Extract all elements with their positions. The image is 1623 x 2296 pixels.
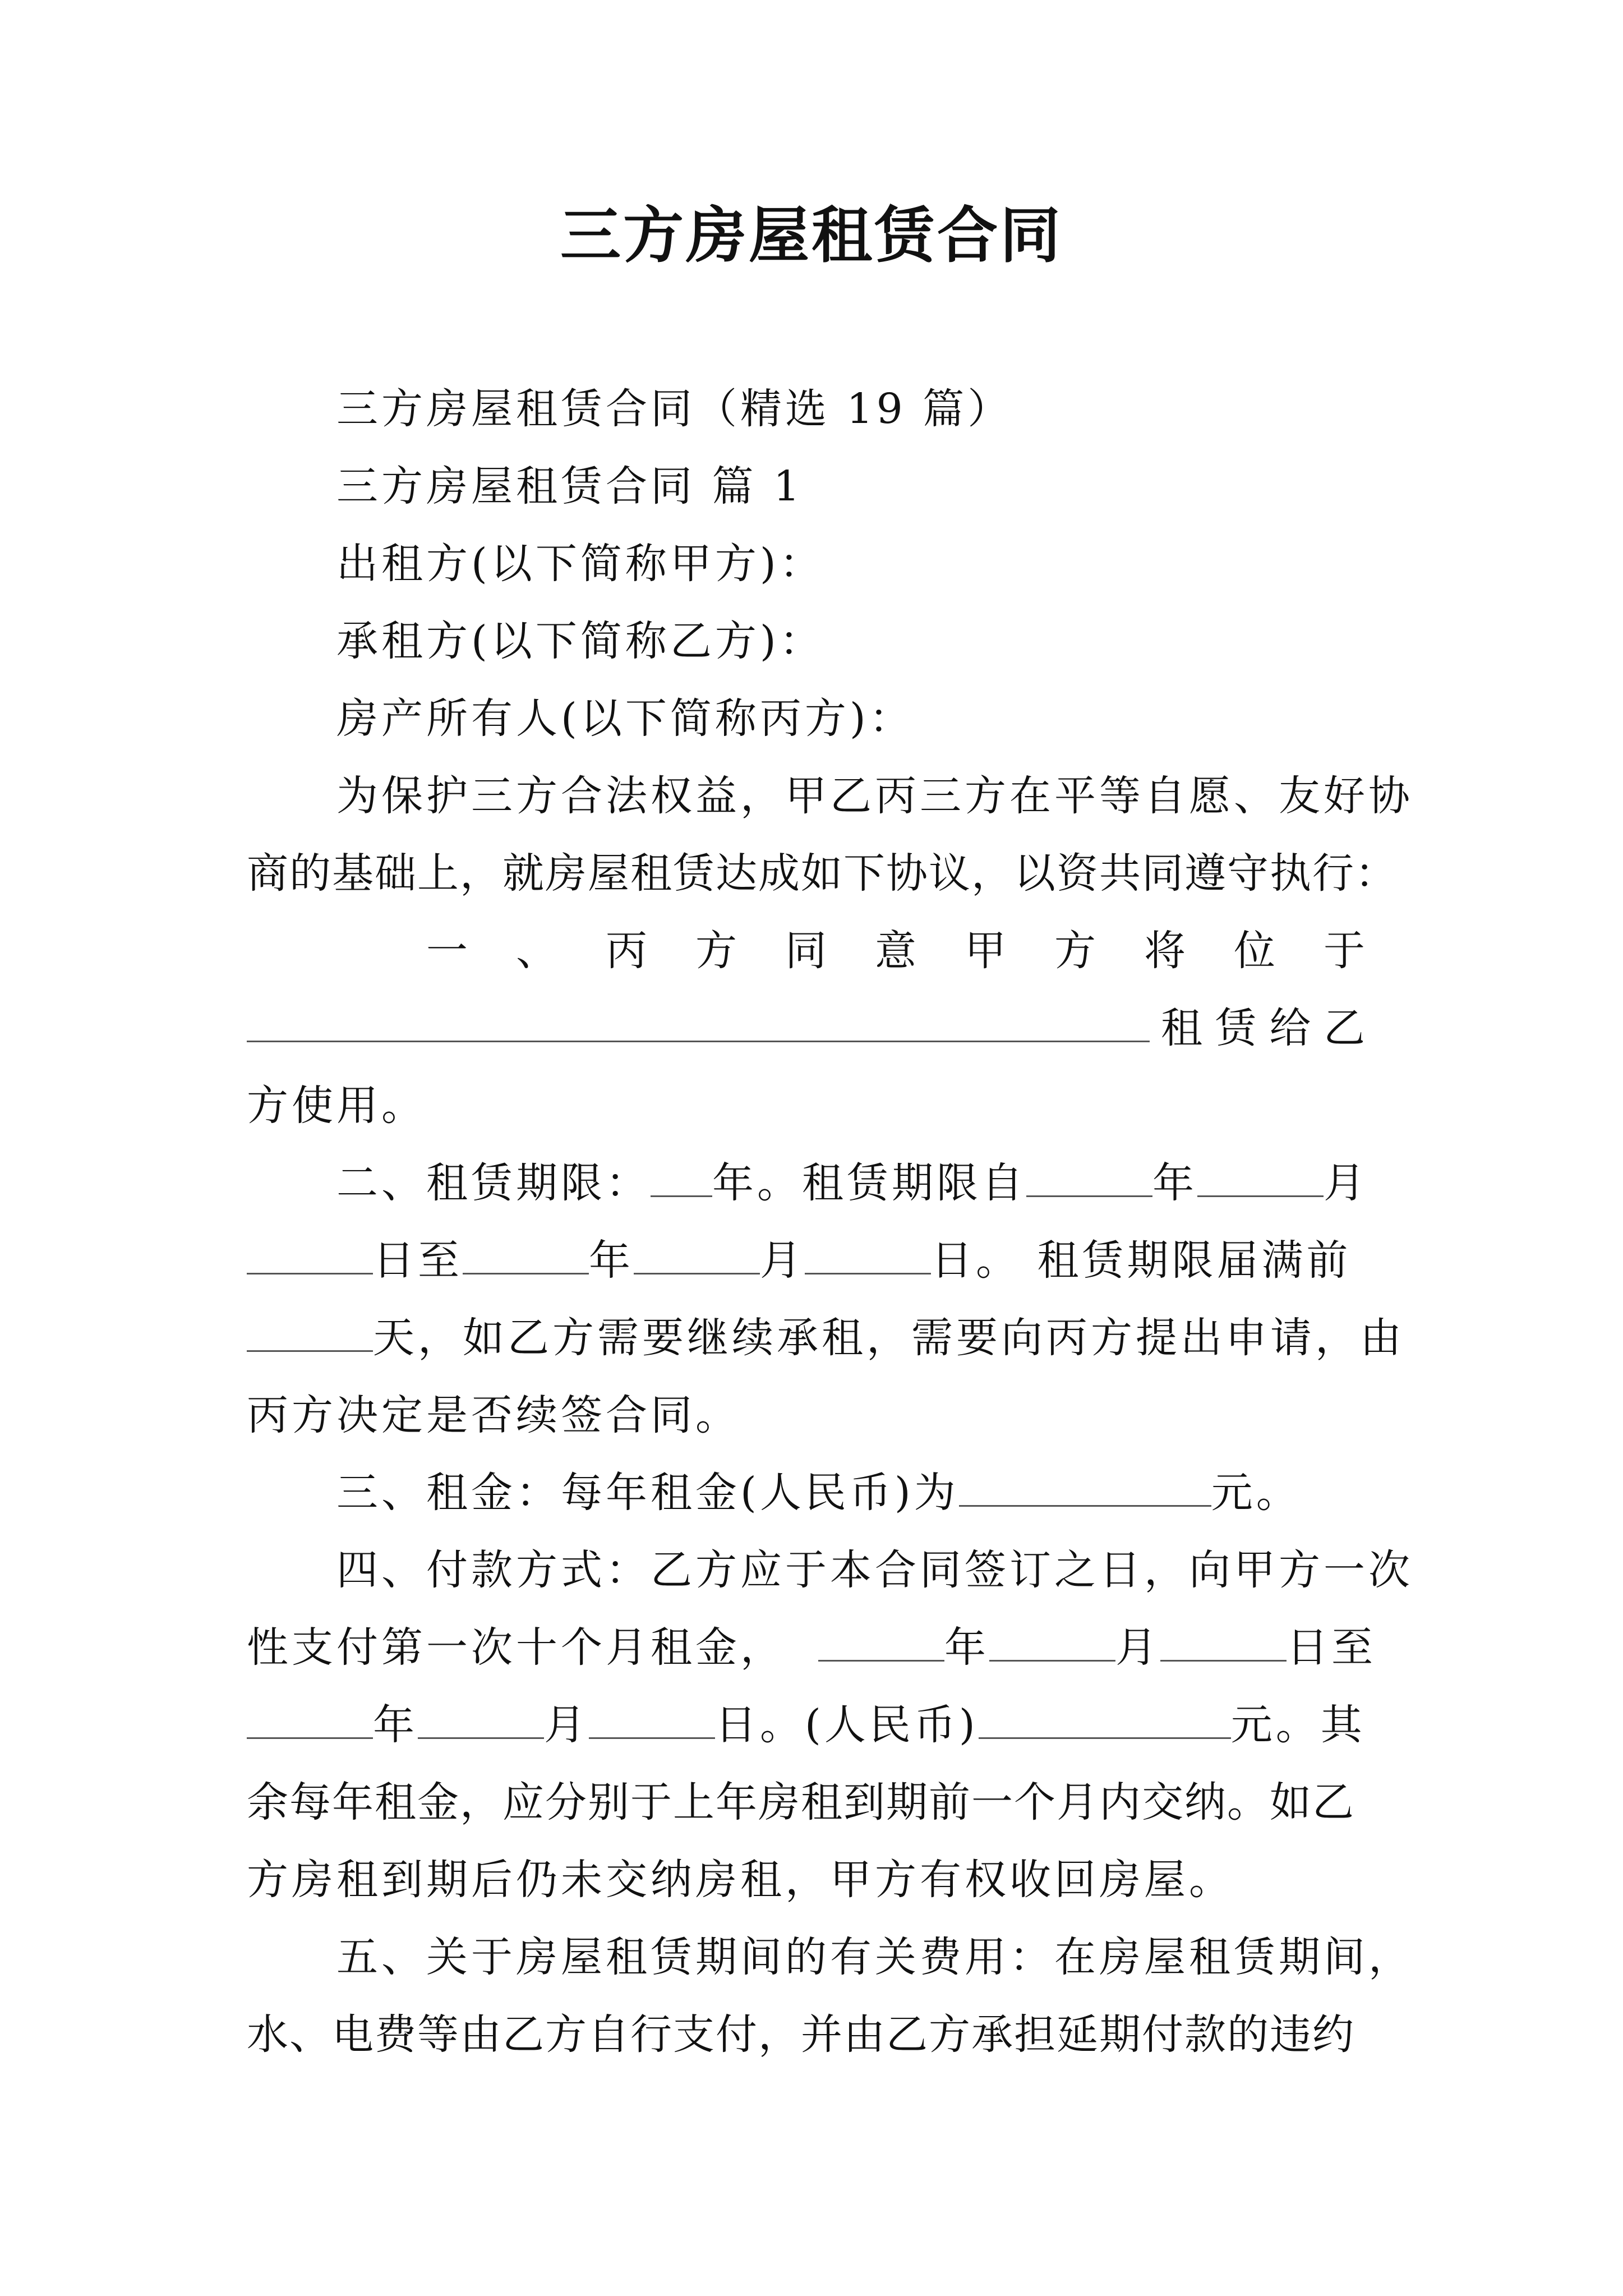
text-run: 日。 租赁期限届满前 (931, 1236, 1352, 1285)
paragraph-line: 为保护三方合法权益，甲乙丙三方在平等自愿、友好协 (336, 772, 1413, 820)
document-title: 三方房屋租赁合同 (560, 200, 1063, 271)
blank-underline (247, 1007, 1150, 1042)
paragraph-line: 房产所有人(以下简称丙方)： (336, 694, 914, 743)
blank-underline (589, 1704, 715, 1739)
spread-group (1161, 990, 1368, 1067)
paragraph-line (247, 1609, 1377, 1686)
blank-underline (247, 1704, 373, 1739)
paragraph-line (247, 990, 1368, 1067)
paragraph-line: 丙方决定是否续签合同。 (247, 1391, 740, 1439)
paragraph-line (247, 1299, 1405, 1377)
paragraph-line: 四、付款方式：乙方应于本合同签订之日，向甲方一次 (336, 1546, 1413, 1594)
paragraph-line: 余每年租金，应分别于上年房租到期前一个月内交纳。如乙 (247, 1778, 1355, 1826)
text-run: 月 (1324, 1159, 1368, 1207)
text-run: 月 (544, 1701, 589, 1749)
blank-underline (989, 1626, 1115, 1662)
paragraph-line (247, 1454, 1368, 1531)
blank-underline (805, 1239, 931, 1274)
spread-char: 意 (875, 927, 920, 975)
spread-char: 方 (1054, 927, 1099, 975)
blank-underline (651, 1162, 712, 1197)
paragraph-line (247, 1144, 1368, 1222)
spread-char: 于 (1324, 927, 1368, 975)
blank-underline (1026, 1162, 1152, 1197)
paragraph-line (247, 1686, 1368, 1764)
text-run: 性支付第一次十个月租金， (247, 1623, 785, 1672)
paragraph-line: 出租方(以下简称甲方)： (336, 540, 824, 588)
spread-char: 丙 (606, 927, 651, 975)
paragraph-line (247, 1222, 1368, 1299)
spread-char: 将 (1144, 927, 1189, 975)
text-run: 年。租赁期限自 (712, 1159, 1026, 1207)
paragraph-line-spread (247, 912, 1368, 990)
spread-char: 乙 (1323, 1004, 1368, 1052)
text-run: 日。(人民币) (715, 1701, 979, 1749)
spread-char: 租 (1161, 1004, 1206, 1052)
spread-char: 给 (1269, 1004, 1315, 1052)
blank-underline (463, 1239, 589, 1274)
paragraph-line: 三方房屋租赁合同（精选 19 篇） (336, 385, 1013, 433)
blank-underline (818, 1626, 944, 1662)
blank-underline (979, 1704, 1231, 1739)
text-run: 三、租金：每年租金(人民币)为 (336, 1469, 959, 1517)
text-run: 月 (1115, 1623, 1161, 1672)
blank-underline (247, 1317, 373, 1352)
text-run: 年 (589, 1236, 634, 1285)
blank-underline (959, 1471, 1211, 1507)
text-run: 年 (1152, 1159, 1197, 1207)
spread-char: 赁 (1215, 1004, 1260, 1052)
text-run: 二、租赁期限： (336, 1159, 651, 1207)
paragraph-line: 商的基础上，就房屋租赁达成如下协议，以资共同遵守执行： (247, 849, 1398, 898)
text-run: 年 (373, 1701, 418, 1749)
paragraph-line: 三方房屋租赁合同 篇 1 (336, 462, 804, 510)
document-body (247, 370, 1413, 2073)
text-run: 年 (944, 1623, 990, 1672)
spread-char: 、 (516, 927, 561, 975)
text-run: 元。 (1211, 1469, 1301, 1517)
paragraph-line: 方使用。 (247, 1082, 426, 1130)
blank-underline (634, 1239, 760, 1274)
paragraph-line: 承租方(以下简称乙方)： (336, 617, 824, 665)
text-run: 日至 (373, 1236, 463, 1285)
spread-char: 位 (1234, 927, 1279, 975)
spread-char: 一 (426, 927, 471, 975)
blank-underline (247, 1239, 373, 1274)
blank-underline (1160, 1626, 1287, 1662)
paragraph-line: 五、关于房屋租赁期间的有关费用：在房屋租赁期间， (336, 1933, 1413, 1981)
paragraph-line: 水、电费等由乙方自行支付，并由乙方承担延期付款的违约 (247, 2010, 1355, 2059)
spread-char: 甲 (965, 927, 1009, 975)
paragraph-line: 方房租到期后仍未交纳房租，甲方有权收回房屋。 (247, 1856, 1234, 1904)
blank-underline (1197, 1162, 1324, 1197)
text-run: 天，如乙方需要继续承租，需要向丙方提出申请，由 (373, 1314, 1405, 1362)
text-run: 日至 (1287, 1623, 1377, 1672)
text-run: 月 (760, 1236, 805, 1285)
spread-char: 同 (785, 927, 830, 975)
blank-underline (418, 1704, 544, 1739)
text-run: 元。其 (1230, 1701, 1366, 1749)
spread-char: 方 (695, 927, 740, 975)
